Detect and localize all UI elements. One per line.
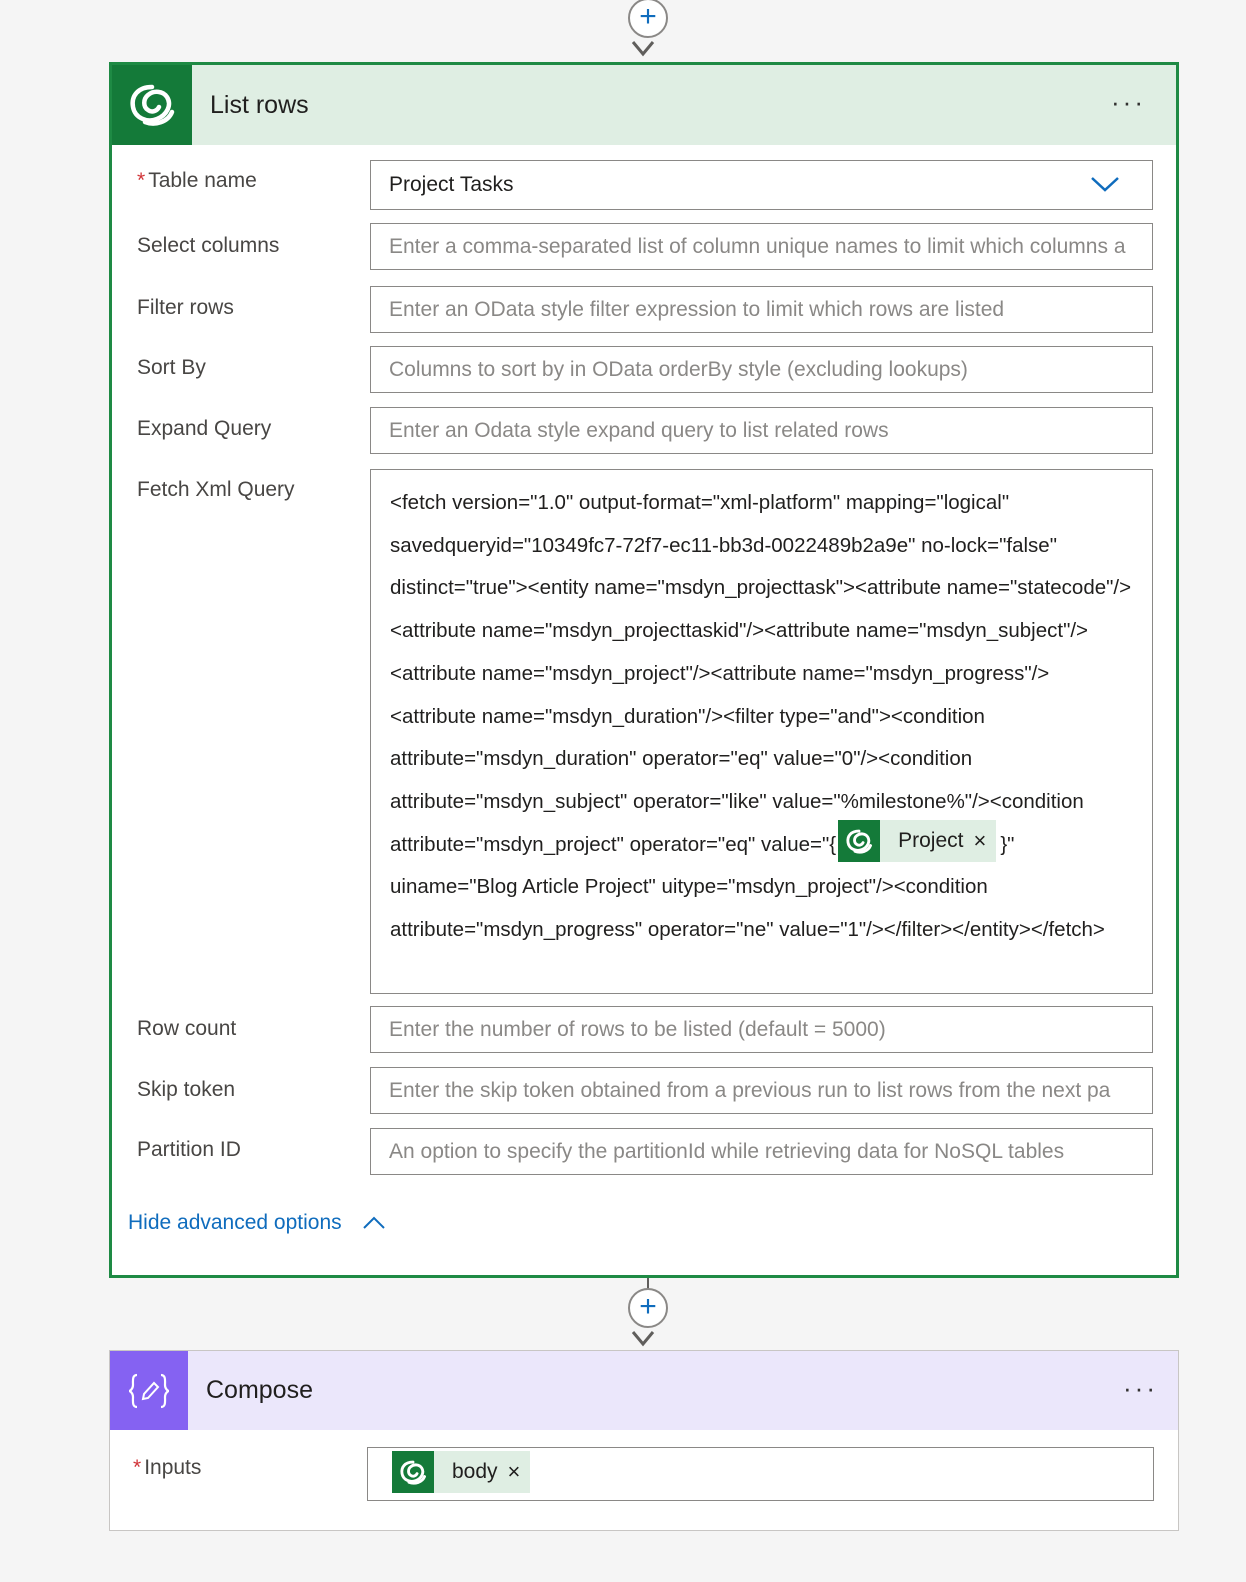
skip-token-label: Skip token (137, 1078, 236, 1101)
hide-advanced-options-link[interactable] (128, 1211, 386, 1235)
fetch-xml-text-after: }" uiname="Blog Article Project" uitype="msdyn_project"/><condition attribute="msdyn_progress" operator="ne" value="1"/></filter></entity></fetch> (390, 832, 1105, 942)
partition-id-placeholder: An option to specify the partitionId while retrieving data for NoSQL tables (389, 1140, 1065, 1163)
hide-advanced-options-label: Hide advanced options (128, 1211, 342, 1234)
inputs-field[interactable] (367, 1447, 1154, 1501)
chevron-down-icon[interactable] (1090, 174, 1120, 194)
partition-id-label: Partition ID (137, 1138, 241, 1161)
expand-query-input[interactable] (370, 407, 1153, 454)
close-icon[interactable]: × (507, 1459, 521, 1484)
select-columns-input[interactable] (370, 223, 1153, 270)
compose-card (109, 1350, 1179, 1531)
fetch-xml-text-before: <fetch version="1.0" output-format="xml-platform" mapping="logical" savedqueryid="10349fc7-72f7-ec11-bb3d-0022489b2a9e" no-lock="false" distinct="true"><entity name="msdyn_projecttask"><attribute name="statecode"/><attribute name="msdyn_projecttaskid"/><attribute name="msdyn_subject"/><attribute name="msdyn_project"/><attribute name="msdyn_progress"/><attribute name="msdyn_duration"/><filter type="and"><condition attribute="msdyn_duration" operator="eq" value="0"/><condition attribute="msdyn_subject" operator="like" value="%milestone%"/><condition attribute="msdyn_project" operator="eq" value="{ (390, 491, 1132, 856)
fetch-xml-label: Fetch Xml Query (137, 478, 295, 501)
project-token[interactable] (838, 820, 996, 862)
filter-rows-placeholder: Enter an OData style filter expression to limit which rows are listed (389, 298, 1005, 321)
dataverse-icon (392, 1451, 434, 1493)
table-name-dropdown[interactable] (370, 160, 1153, 210)
sort-by-placeholder: Columns to sort by in OData orderBy style (excluding lookups) (389, 358, 968, 381)
project-token-label: Project (898, 829, 964, 853)
more-options-button[interactable]: ··· (1123, 1373, 1158, 1403)
fetch-xml-input[interactable] (370, 469, 1153, 994)
arrow-down-icon (630, 38, 656, 60)
required-mark: * (133, 1456, 142, 1479)
partition-id-input[interactable] (370, 1128, 1153, 1175)
expand-query-label: Expand Query (137, 417, 272, 440)
filter-rows-input[interactable] (370, 286, 1153, 333)
expand-query-placeholder: Enter an Odata style expand query to list related rows (389, 419, 889, 442)
table-name-label-text: Table name (148, 169, 257, 192)
add-step-button-top[interactable]: + (628, 0, 668, 38)
filter-rows-label: Filter rows (137, 296, 234, 319)
row-count-label: Row count (137, 1017, 237, 1040)
skip-token-placeholder: Enter the skip token obtained from a previous run to list rows from the next pa (389, 1079, 1111, 1102)
chevron-up-icon (362, 1215, 386, 1231)
arrow-down-icon (630, 1328, 656, 1350)
sort-by-label: Sort By (137, 356, 206, 379)
select-columns-label: Select columns (137, 234, 280, 257)
body-token[interactable] (392, 1451, 530, 1493)
skip-token-input[interactable] (370, 1067, 1153, 1114)
table-name-value: Project Tasks (389, 173, 514, 196)
list-rows-title: List rows (210, 91, 309, 119)
row-count-input[interactable] (370, 1006, 1153, 1053)
select-columns-placeholder: Enter a comma-separated list of column unique names to limit which columns a (389, 235, 1126, 258)
compose-icon (110, 1351, 188, 1430)
dataverse-icon (112, 65, 192, 145)
inputs-label (133, 1456, 201, 1480)
add-step-button-middle[interactable]: + (628, 1288, 668, 1328)
compose-header[interactable] (110, 1351, 1178, 1430)
close-icon[interactable]: × (973, 828, 987, 854)
inputs-label-text: Inputs (144, 1456, 202, 1479)
row-count-placeholder: Enter the number of rows to be listed (default = 5000) (389, 1018, 886, 1041)
list-rows-card (109, 62, 1179, 1278)
table-name-label (137, 169, 257, 193)
more-options-button[interactable]: ··· (1111, 87, 1146, 117)
body-token-label: body (452, 1460, 498, 1483)
sort-by-input[interactable] (370, 346, 1153, 393)
dataverse-icon (838, 820, 880, 862)
list-rows-header[interactable] (112, 65, 1176, 145)
required-mark: * (137, 169, 146, 192)
compose-title: Compose (206, 1376, 313, 1404)
